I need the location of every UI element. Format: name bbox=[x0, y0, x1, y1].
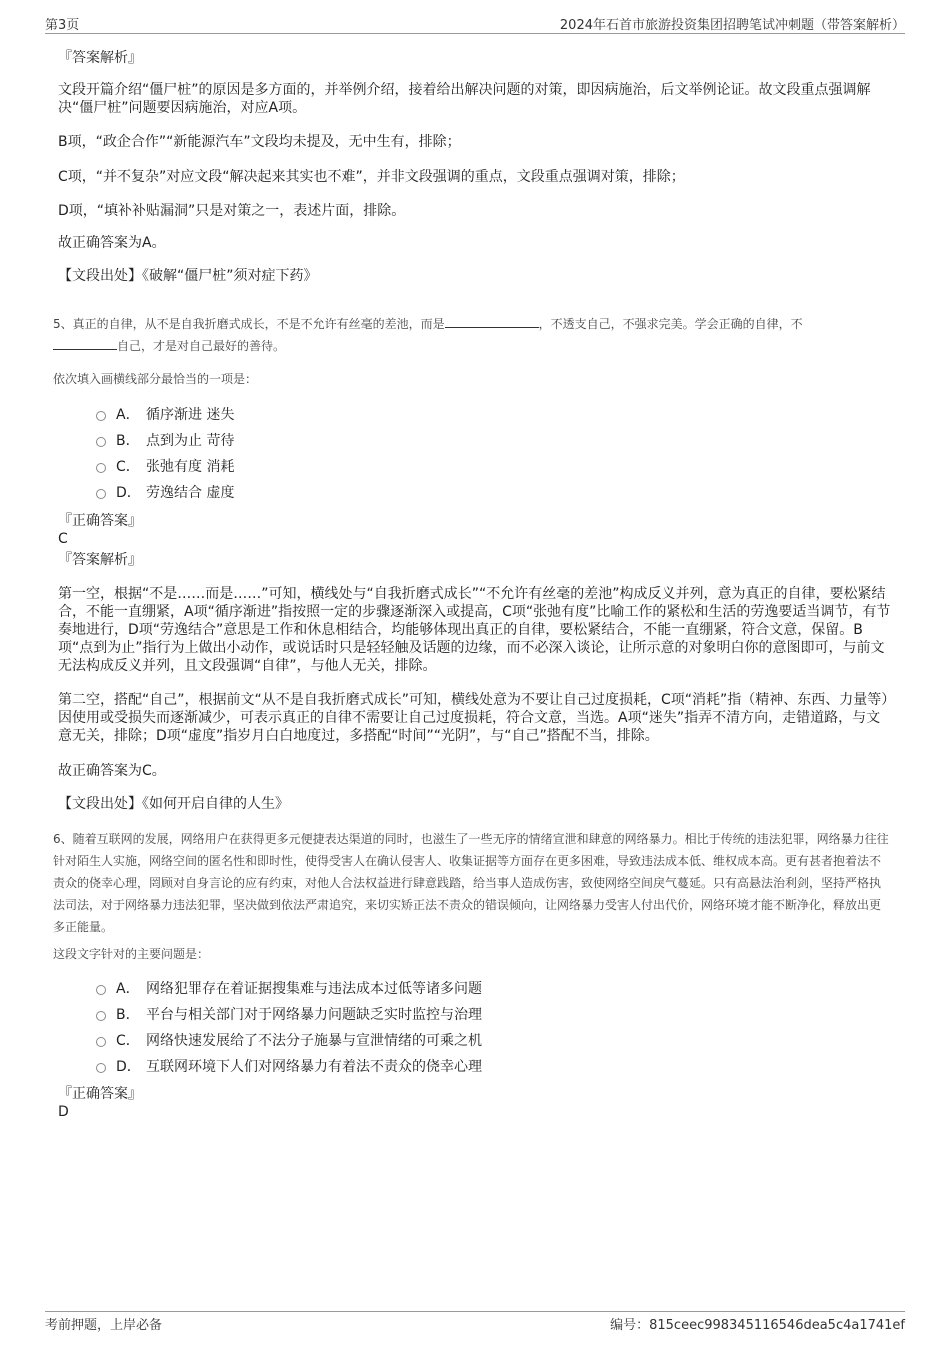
q6-option-c-letter: C． bbox=[116, 1033, 140, 1049]
q4-analysis-option-c: C项，“并不复杂”对应文段“解决起来其实也不难”，并非文段强调的重点，文段重点强调对策，排除； bbox=[58, 169, 685, 185]
radio-icon[interactable] bbox=[96, 489, 106, 499]
q6-option-a[interactable] bbox=[96, 978, 482, 998]
q5-stem-part1: 5、真正的自律，从不是自我折磨式成长，不是不允许有丝毫的差池，而是 bbox=[53, 317, 445, 331]
q5-conclusion: 故正确答案为C。 bbox=[58, 763, 166, 779]
radio-icon[interactable] bbox=[96, 985, 106, 995]
q6-stem: 6、随着互联网的发展，网络用户在获得更多元便捷表达渠道的同时，也滋生了一些无序的情绪宣泄和肆意的网络暴力。相比于传统的违法犯罪，网络暴力往往针对陌生人实施，网络空间的匿名性和即时性，使得受害人在确认侵害人、收集证据等方面存在更多困难，导致违法成本低、维权成本高。更有甚者抱着法不责众的侥幸心理，罔顾对自身言论的应有约束，对他人合法权益进行肆意践踏，给当事人造成伤害，致使网络空间戾气蔓延。只有高悬法治利剑，坚持严格执法司法，对于网络暴力违法犯罪，坚决做到依法严肃追究，来切实矫正法不责众的错误倾向，让网络暴力受害人付出代价，网络环境才能不断净化，释放出更多正能量。 bbox=[53, 832, 889, 934]
q5-option-d-letter: D． bbox=[116, 485, 141, 501]
q4-analysis-option-d: D项，“填补补贴漏洞”只是对策之一，表述片面，排除。 bbox=[58, 203, 406, 219]
q5-analysis-para1: 第一空，根据“不是……而是……”可知，横线处与“自我折磨式成长”“不允许有丝毫的差池”构成反义并列，意为真正的自律，要松紧结合，不能一直绷紧，A项“循序渐进”指按照一定的步骤逐渐深入或提高，C项“张弛有度”比喻工作的紧松和生活的劳逸要适当调节，有节奏地进行，D项“劳逸结合”意思是工作和休息相结合，均能够体现出真正的自律，要松紧结合，不能一直绷紧，符合文意，保留。B项“点到为止”指行为上做出小动作，或说话时只是轻轻触及话题的边缘，而不必深入谈论，让所示意的对象明白你的意图即可，与前文无法构成反义并列，且文段强调“自律”，与他人无关，排除。 bbox=[58, 586, 891, 674]
q4-analysis-option-b: B项，“政企合作”“新能源汽车”文段均未提及，无中生有，排除； bbox=[58, 134, 461, 150]
q5-analysis-heading: 『答案解析』 bbox=[58, 552, 142, 568]
q6-option-d-letter: D． bbox=[116, 1059, 141, 1075]
q6-option-c-text: 网络快速发展给了不法分子施暴与宣泄情绪的可乘之机 bbox=[146, 1033, 482, 1049]
q5-stem-part3: 自己，才是对自己最好的善待。 bbox=[117, 339, 286, 353]
q5-stem-part2: ，不透支自己，不强求完美。学会正确的自律，不 bbox=[538, 317, 803, 331]
q5-blank-1 bbox=[445, 315, 539, 328]
q4-analysis-heading: 『答案解析』 bbox=[58, 50, 142, 66]
q6-option-a-text: 网络犯罪存在着证据搜集难与违法成本过低等诸多问题 bbox=[146, 981, 482, 997]
q5-stem bbox=[53, 313, 891, 357]
q6-option-b-text: 平台与相关部门对于网络暴力问题缺乏实时监控与治理 bbox=[146, 1007, 482, 1023]
q6-option-b[interactable] bbox=[96, 1004, 482, 1024]
footer-slogan: 考前押题，上岸必备 bbox=[45, 1318, 163, 1333]
q5-option-c-text: 张弛有度 消耗 bbox=[146, 459, 235, 475]
radio-icon[interactable] bbox=[96, 411, 106, 421]
q6-question: 这段文字针对的主要问题是： bbox=[53, 947, 210, 961]
radio-icon[interactable] bbox=[96, 1011, 106, 1021]
q6-option-a-letter: A． bbox=[116, 981, 140, 997]
q5-answer: C bbox=[58, 531, 68, 547]
document-title: 2024年石首市旅游投资集团招聘笔试冲刺题（带答案解析） bbox=[559, 18, 905, 33]
q5-option-c[interactable] bbox=[96, 456, 234, 476]
q5-answer-heading: 『正确答案』 bbox=[58, 513, 142, 529]
q5-option-d-text: 劳逸结合 虚度 bbox=[146, 485, 235, 501]
q5-option-a-text: 循序渐进 迷失 bbox=[146, 407, 235, 423]
q5-question: 依次填入画横线部分最恰当的一项是： bbox=[53, 372, 258, 386]
q4-conclusion: 故正确答案为A。 bbox=[58, 235, 166, 251]
q5-option-b-letter: B． bbox=[116, 433, 140, 449]
q5-analysis-para2: 第二空，搭配“自己”，根据前文“从不是自我折磨式成长”可知，横线处意为不要让自己过度损耗，C项“消耗”指（精神、东西、力量等）因使用或受损失而逐渐减少，可表示真正的自律不需要让自己过度损耗，符合文意，当选。A项“迷失”指弄不清方向，走错道路，与文意无关，排除；D项“虚度”指岁月白白地度过，多搭配“时间”“光阴”，与“自己”搭配不当，排除。 bbox=[58, 692, 889, 744]
q5-option-a-letter: A． bbox=[116, 407, 140, 423]
q4-analysis-para: 文段开篇介绍“僵尸桩”的原因是多方面的，并举例介绍，接着给出解决问题的对策，即因病施治，后文举例论证。故文段重点强调解决“僵尸桩”问题要因病施治，对应A项。 bbox=[58, 82, 871, 116]
q6-answer: D bbox=[58, 1104, 69, 1120]
q6-option-d-text: 互联网环境下人们对网络暴力有着法不责众的侥幸心理 bbox=[146, 1059, 482, 1075]
radio-icon[interactable] bbox=[96, 437, 106, 447]
q5-option-a[interactable] bbox=[96, 404, 234, 424]
radio-icon[interactable] bbox=[96, 1063, 106, 1073]
q6-answer-heading: 『正确答案』 bbox=[58, 1086, 142, 1102]
footer-code: 编号：815ceec998345116546dea5c4a1741ef bbox=[610, 1318, 905, 1333]
radio-icon[interactable] bbox=[96, 463, 106, 473]
header-divider bbox=[45, 33, 905, 34]
page-number: 第3页 bbox=[45, 18, 80, 33]
footer-divider bbox=[45, 1311, 905, 1312]
q5-source: 【文段出处】《如何开启自律的人生》 bbox=[58, 796, 289, 812]
q5-option-d[interactable] bbox=[96, 482, 234, 502]
q5-blank-2 bbox=[53, 337, 117, 350]
q6-option-b-letter: B． bbox=[116, 1007, 140, 1023]
q5-option-c-letter: C． bbox=[116, 459, 140, 475]
q6-option-c[interactable] bbox=[96, 1030, 482, 1050]
radio-icon[interactable] bbox=[96, 1037, 106, 1047]
q6-option-d[interactable] bbox=[96, 1056, 482, 1076]
q5-option-b[interactable] bbox=[96, 430, 234, 450]
q5-option-b-text: 点到为止 苛待 bbox=[146, 433, 235, 449]
q4-source: 【文段出处】《破解“僵尸桩”须对症下药》 bbox=[58, 268, 318, 284]
